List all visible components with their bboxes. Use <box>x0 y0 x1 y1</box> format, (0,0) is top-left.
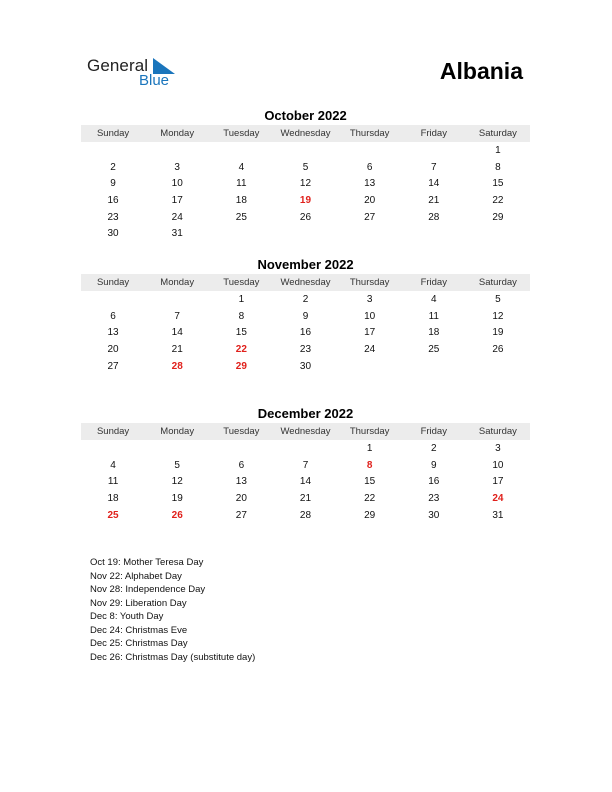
day-cell: 3 <box>366 293 373 305</box>
weekday-label: Tuesday <box>223 277 260 288</box>
day-cell: 11 <box>107 476 119 488</box>
weekday-label: Monday <box>160 128 195 139</box>
day-cell: 8 <box>495 161 501 173</box>
week-row <box>81 341 530 358</box>
day-cell: 8 <box>238 310 245 322</box>
day-cell: 15 <box>364 476 376 488</box>
day-cell: 4 <box>238 161 245 173</box>
week-row <box>81 507 530 524</box>
day-cell: 4 <box>110 459 116 471</box>
day-cell: 12 <box>299 178 312 190</box>
weekday-label: Sunday <box>96 128 130 139</box>
day-cell: 6 <box>110 310 116 322</box>
day-cell: 20 <box>235 492 247 504</box>
weekday-label: Friday <box>420 128 447 139</box>
holiday-day-cell: 25 <box>107 509 119 521</box>
day-cell: 11 <box>428 310 439 322</box>
day-cell: 15 <box>492 178 504 190</box>
day-cell: 23 <box>107 211 119 223</box>
day-cell: 9 <box>110 178 116 190</box>
day-cell: 21 <box>171 343 183 355</box>
day-cell: 6 <box>366 161 373 173</box>
day-cell: 7 <box>174 310 180 322</box>
day-cell: 2 <box>430 442 437 454</box>
day-cell: 14 <box>428 178 440 190</box>
day-cell: 25 <box>235 211 247 223</box>
day-cell: 26 <box>492 343 504 355</box>
day-cell: 16 <box>428 476 440 488</box>
week-row <box>81 175 530 192</box>
holiday-day-cell: 24 <box>492 492 504 504</box>
day-cell: 9 <box>302 310 309 322</box>
holiday-list <box>90 556 255 664</box>
holiday-day-cell: 28 <box>171 360 183 372</box>
day-cell: 28 <box>299 509 312 521</box>
day-cell: 18 <box>235 194 247 206</box>
day-cell: 21 <box>428 194 440 206</box>
month-calendar <box>81 405 530 523</box>
weekday-label: Thursday <box>349 426 390 437</box>
weekday-label: Wednesday <box>280 277 331 288</box>
day-cell: 9 <box>430 459 437 471</box>
holiday-entry: Dec 24: Christmas Eve <box>90 624 188 636</box>
day-cell: 1 <box>366 442 373 454</box>
day-cell: 5 <box>495 293 501 305</box>
day-cell: 27 <box>364 211 376 223</box>
day-cell: 28 <box>428 211 440 223</box>
day-cell: 7 <box>302 459 309 471</box>
weekday-label: Sunday <box>96 277 130 288</box>
holiday-day-cell: 29 <box>235 360 247 372</box>
day-cell: 17 <box>364 327 376 339</box>
month-calendar <box>81 107 530 242</box>
day-cell: 15 <box>235 327 247 339</box>
month-title: December 2022 <box>257 406 354 421</box>
day-cell: 18 <box>428 327 440 339</box>
day-cell: 21 <box>299 492 312 504</box>
week-row <box>81 457 530 474</box>
day-cell: 12 <box>171 476 183 488</box>
day-cell: 25 <box>428 343 440 355</box>
weekday-label: Monday <box>160 277 195 288</box>
day-cell: 14 <box>299 476 312 488</box>
weekday-label: Wednesday <box>280 426 331 437</box>
month-title: November 2022 <box>257 257 354 272</box>
day-cell: 14 <box>171 327 183 339</box>
logo-text-blue: Blue <box>139 72 170 89</box>
week-row <box>81 192 530 209</box>
week-row <box>81 308 530 325</box>
week-row <box>81 324 530 341</box>
month-title: October 2022 <box>264 108 347 123</box>
day-cell: 16 <box>299 327 312 339</box>
day-cell: 18 <box>107 492 119 504</box>
day-cell: 20 <box>107 343 119 355</box>
day-cell: 13 <box>107 327 119 339</box>
weekday-label: Saturday <box>478 128 517 139</box>
day-cell: 7 <box>430 161 437 173</box>
weekday-header-row <box>81 274 530 291</box>
day-cell: 19 <box>171 492 183 504</box>
holiday-entry: Nov 28: Independence Day <box>90 584 206 595</box>
day-cell: 3 <box>495 442 501 454</box>
holiday-entry: Oct 19: Mother Teresa Day <box>90 557 204 568</box>
holiday-day-cell: 26 <box>171 509 183 521</box>
week-row <box>81 473 530 490</box>
day-cell: 12 <box>492 310 504 322</box>
holiday-entry: Nov 22: Alphabet Day <box>90 570 182 582</box>
week-row <box>81 291 530 308</box>
day-cell: 23 <box>299 343 312 355</box>
holiday-entry: Nov 29: Liberation Day <box>90 597 187 609</box>
day-cell: 2 <box>302 293 309 305</box>
day-cell: 17 <box>492 476 504 488</box>
day-cell: 31 <box>171 228 183 240</box>
day-cell: 26 <box>299 211 312 223</box>
day-cell: 2 <box>110 161 116 173</box>
day-cell: 29 <box>364 509 376 521</box>
day-cell: 24 <box>171 211 183 223</box>
day-cell: 17 <box>171 194 183 206</box>
day-cell: 1 <box>238 293 245 305</box>
week-row <box>81 225 530 242</box>
weekday-label: Sunday <box>96 426 130 437</box>
day-cell: 16 <box>107 194 119 206</box>
day-cell: 27 <box>235 509 247 521</box>
day-cell: 4 <box>430 293 437 305</box>
day-cell: 13 <box>235 476 247 488</box>
holiday-entry: Dec 8: Youth Day <box>90 611 164 622</box>
day-cell: 22 <box>364 492 376 504</box>
weekday-header-row <box>81 125 530 142</box>
holiday-day-cell: 19 <box>299 194 312 206</box>
weekday-label: Friday <box>420 426 447 437</box>
week-row <box>81 490 530 507</box>
day-cell: 24 <box>364 343 376 355</box>
weekday-label: Wednesday <box>280 128 331 139</box>
holiday-entry: Dec 26: Christmas Day (substitute day) <box>90 651 256 663</box>
day-cell: 31 <box>492 509 504 521</box>
day-cell: 11 <box>236 178 247 190</box>
weekday-label: Thursday <box>349 128 390 139</box>
day-cell: 5 <box>174 459 180 471</box>
holiday-day-cell: 8 <box>366 459 373 471</box>
day-cell: 13 <box>364 178 376 190</box>
weekday-label: Tuesday <box>223 128 260 139</box>
day-cell: 19 <box>492 327 504 339</box>
holiday-day-cell: 22 <box>235 343 247 355</box>
day-cell: 29 <box>492 211 504 223</box>
week-row <box>81 209 530 226</box>
day-cell: 30 <box>107 228 119 240</box>
day-cell: 30 <box>299 360 312 372</box>
day-cell: 10 <box>171 178 183 190</box>
weekday-label: Thursday <box>349 277 390 288</box>
day-cell: 22 <box>492 194 504 206</box>
weekday-header-row <box>81 423 530 440</box>
day-cell: 6 <box>238 459 245 471</box>
weekday-label: Tuesday <box>223 426 260 437</box>
day-cell: 30 <box>428 509 440 521</box>
weekday-label: Monday <box>160 426 195 437</box>
day-cell: 10 <box>364 310 376 322</box>
day-cell: 3 <box>174 161 180 173</box>
week-row <box>81 358 530 375</box>
week-row <box>81 159 530 176</box>
weekday-label: Saturday <box>478 277 517 288</box>
day-cell: 20 <box>364 194 376 206</box>
day-cell: 23 <box>428 492 440 504</box>
weekday-label: Saturday <box>478 426 517 437</box>
weekday-label: Friday <box>420 277 447 288</box>
week-row <box>81 142 530 159</box>
day-cell: 10 <box>492 459 504 471</box>
day-cell: 27 <box>107 360 119 372</box>
country-title: Albania <box>439 58 523 84</box>
holiday-entry: Dec 25: Christmas Day <box>90 638 188 649</box>
month-calendar <box>81 256 530 374</box>
logo-text-general: General <box>87 56 149 75</box>
day-cell: 1 <box>495 144 501 156</box>
generalblue-logo <box>87 56 187 92</box>
week-row <box>81 440 530 457</box>
day-cell: 5 <box>302 161 309 173</box>
